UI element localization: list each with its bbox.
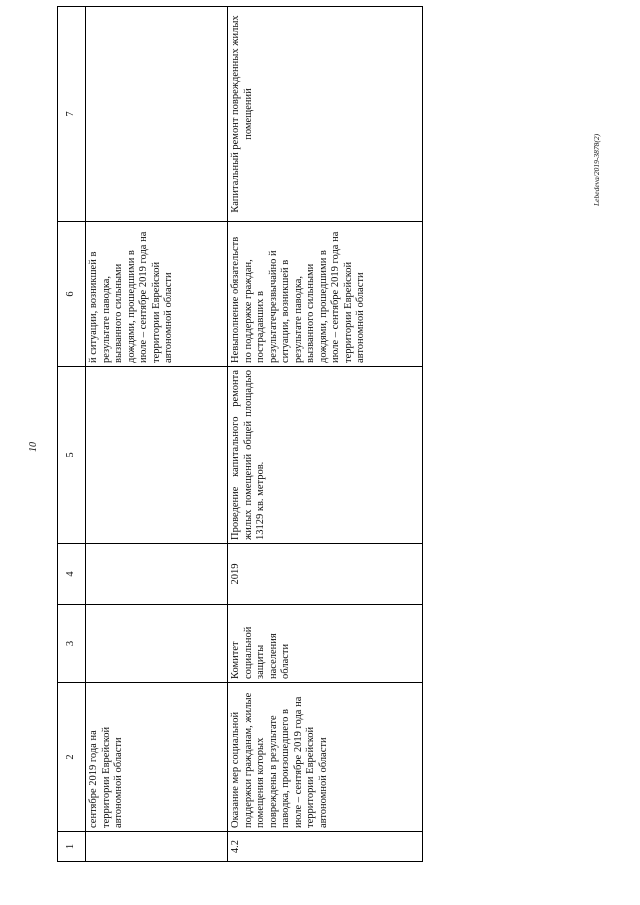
- result-cell: Проведение капитального ремонта жилых помещений общей площадью 13129 кв. метров.: [228, 367, 423, 544]
- page-number: 10: [28, 442, 39, 452]
- header-col-5: 5: [58, 367, 86, 544]
- year-cell: 2019: [228, 544, 423, 605]
- responsible-cell: Комитет социальной защиты населения области: [228, 605, 423, 683]
- header-col-4: 4: [58, 544, 86, 605]
- header-col-1: 1: [58, 832, 86, 862]
- measures-table: [57, 6, 423, 862]
- measure-name-cell: Оказание мер социальной поддержки гражданам, жилые помещения которых повреждены в результате паводка, произошедшего в июле – сентябре 2019 года на территории Еврейской автономной области: [228, 683, 423, 832]
- responsible-cell: [86, 605, 228, 683]
- table-row: [86, 7, 228, 862]
- year-cell: [86, 544, 228, 605]
- measure-name-cell: сентябре 2019 года на территории Еврейской автономной области: [86, 683, 228, 832]
- consequence-cell: й ситуации, возникшей в результате паводка, вызванного сильными дождями, прошедшими в июле – сентябре 2019 года на территории Еврейской автономной области: [86, 222, 228, 367]
- indicator-cell: Капитальный ремонт поврежденных жилых помещений: [228, 7, 423, 222]
- row-number: 4.2: [228, 832, 423, 862]
- indicator-cell: [86, 7, 228, 222]
- header-col-6: 6: [58, 222, 86, 367]
- header-col-2: 2: [58, 683, 86, 832]
- header-col-3: 3: [58, 605, 86, 683]
- header-col-7: 7: [58, 7, 86, 222]
- table-row: [228, 7, 423, 862]
- document-reference: Lebedeva/2019-3878(2): [592, 133, 601, 206]
- consequence-cell: Невыполнение обязательств по поддержке граждан, пострадавших в результатечрезвычайно й ситуации, возникшей в результате паводка, вызванного сильными дождями, прошедшими в июле – сентябре 2019 года на территории Еврейской автономной области: [228, 222, 423, 367]
- header-row: [58, 7, 86, 862]
- row-number: [86, 832, 228, 862]
- result-cell: [86, 367, 228, 544]
